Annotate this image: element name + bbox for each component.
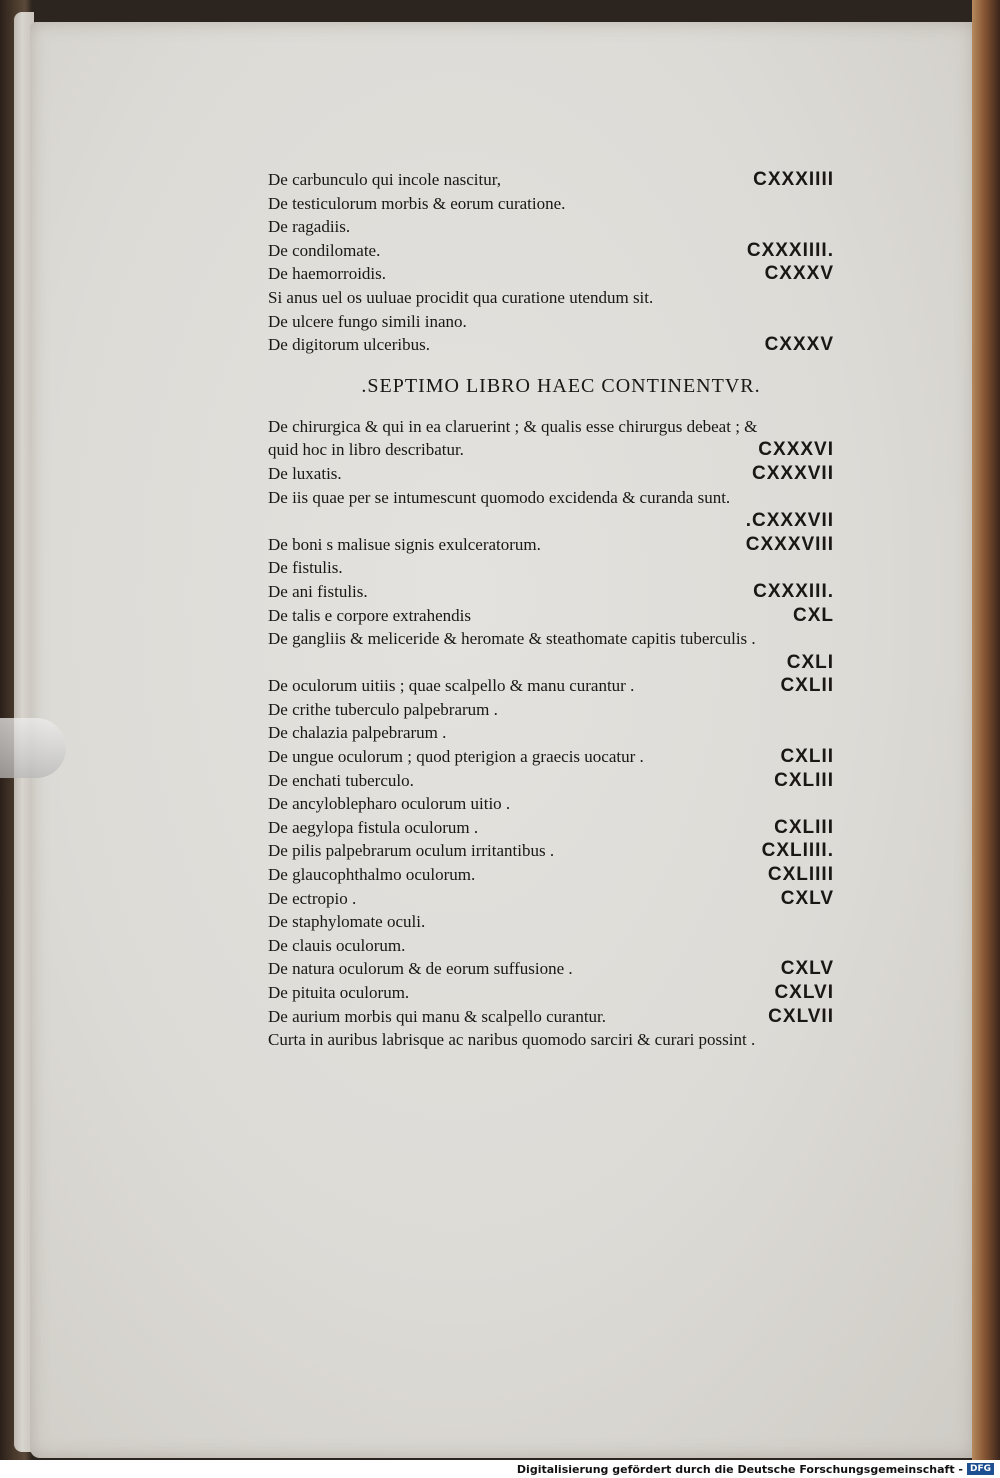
toc-entry-label: De digitorum ulceribus. (268, 335, 430, 355)
toc-entry-label: De enchati tuberculo. (268, 770, 414, 790)
toc-entry (268, 462, 834, 486)
toc-part-1 (268, 168, 834, 357)
toc-entry-label: quid hoc in libro describatur. (268, 440, 464, 460)
toc-entry (268, 745, 834, 769)
toc-entry-number: CXXXVII (752, 462, 834, 484)
toc-entry-number: CXLV (780, 887, 834, 909)
toc-entry (268, 910, 834, 934)
toc-entry (268, 556, 834, 580)
toc-entry-label: De condilomate. (268, 240, 381, 260)
toc-entry (268, 310, 834, 334)
footer-text: Digitalisierung gefördert durch die Deutsche Forschungsgemeinschaft - (516, 1462, 963, 1476)
toc-entry-number: CXLII (780, 746, 834, 768)
toc-entry-label: De haemorroidis. (268, 264, 387, 284)
toc-entry-label: De chirurgica & qui in ea claruerint ; & qualis esse chirurgus debeat ; & (268, 416, 758, 436)
toc-entry-number: CXXXIII. (753, 580, 834, 602)
toc-entry (268, 486, 834, 510)
toc-entry-number: CXLIII (774, 816, 834, 838)
toc-entry-label: De pilis palpebrarum oculum irritantibus . (268, 841, 555, 861)
toc-entry-number: CXXXIIII (753, 169, 834, 190)
toc-entry (268, 215, 834, 239)
toc-entry (268, 533, 834, 557)
toc-entry-label: De aurium morbis qui manu & scalpello curantur. (268, 1006, 607, 1026)
toc-entry-label: De ulcere fungo simili inano. (268, 311, 467, 331)
toc-entry-label: De aegylopa fistula oculorum . (268, 817, 479, 837)
toc-entry-number: CXLV (780, 958, 834, 980)
toc-entry-number: CXL (793, 604, 834, 626)
toc-entry-label: De crithe tuberculo palpebrarum . (268, 699, 498, 719)
toc-entry (268, 839, 834, 863)
toc-entry (268, 981, 834, 1005)
toc-entry-label: De ungue oculorum ; quod pterigion a graecis uocatur . (268, 747, 644, 767)
toc-entry-label: De luxatis. (268, 463, 342, 483)
toc-entry-label: De pituita oculorum. (268, 983, 410, 1002)
toc-entry-label: De iis quae per se intumescunt quomodo excidenda & curanda sunt. (268, 487, 731, 507)
toc-entry-label: De ancyloblepharo oculorum uitio . (268, 794, 511, 814)
toc-entry-label: De ectropio . (268, 888, 357, 908)
toc-entry-label: De talis e corpore extrahendis (268, 605, 471, 625)
toc-entry (268, 816, 834, 840)
section-heading: .SEPTIMO LIBRO HAEC CONTINENTVR. (361, 374, 761, 397)
toc-entry-number: .CXXXVII (745, 510, 834, 532)
toc-entry-number: CXLIIII. (761, 840, 834, 862)
toc-entry-number: CXLII (780, 675, 834, 697)
toc-entry (268, 627, 834, 651)
toc-entry-label: De clauis oculorum. (268, 935, 406, 955)
toc-entry-label: De carbunculo qui incole nascitur, (268, 170, 501, 189)
toc-entry-label: De ragadiis. (268, 217, 351, 237)
toc-entry-label: De glaucophthalmo oculorum. (268, 865, 476, 885)
toc-entry (268, 438, 834, 462)
toc-entry (268, 604, 834, 628)
toc-entry-label: De gangliis & meliceride & heromate & steathomate capitis tuberculis . (268, 629, 756, 649)
toc-entry-number: CXXXVI (758, 439, 834, 461)
toc-entry-label: De ani fistulis. (268, 581, 368, 601)
toc-entry (268, 192, 834, 216)
toc-entry (268, 792, 834, 816)
toc-entry-number: CXLIII (774, 769, 834, 791)
toc-entry (268, 333, 834, 357)
toc-entry (268, 934, 834, 958)
toc-entry-number: CXLI (786, 651, 834, 673)
toc-entry-number: CXXXV (764, 334, 834, 356)
clip-holder (0, 718, 66, 778)
toc-entry-label: De testiculorum morbis & eorum curatione. (268, 193, 566, 213)
toc-entry (268, 887, 834, 911)
toc-entry-label: De fistulis. (268, 558, 343, 578)
toc-entry-label: Curta in auribus labrisque ac naribus quomodo sarciri & curari possint . (268, 1030, 756, 1050)
toc-entry-number: CXLVI (774, 982, 834, 1003)
toc-entry (268, 1005, 834, 1029)
toc-entry-label: De oculorum uitiis ; quae scalpello & manu curantur . (268, 676, 635, 696)
toc-entry (268, 1028, 834, 1052)
toc-entry-number: CXXXVIII (745, 533, 834, 555)
toc-entry-label: De staphylomate oculi. (268, 912, 426, 932)
toc-entry-label: De boni s malisue signis exulceratorum. (268, 534, 541, 554)
toc-entry (268, 286, 834, 310)
toc-entry (268, 239, 834, 263)
toc-entry-label: Si anus uel os uuluae procidit qua curatione utendum sit. (268, 287, 654, 307)
toc-entry (268, 674, 834, 698)
toc-entry-number: CXXXIIII. (746, 239, 834, 261)
toc-entry-label: De chalazia palpebrarum . (268, 723, 447, 743)
toc-entry-number: CXLIIII (767, 864, 834, 886)
toc-entry-label: De natura oculorum & de eorum suffusione . (268, 959, 573, 979)
toc-entry (268, 168, 834, 192)
toc-entry (268, 863, 834, 887)
toc-part-2 (268, 415, 834, 1052)
digitization-footer (0, 1460, 1000, 1478)
toc-entry (268, 721, 834, 745)
table-of-contents (268, 168, 834, 1052)
toc-entry (268, 262, 834, 286)
toc-entry-number: CXXXV (764, 263, 834, 285)
book-cover-edge (972, 0, 1000, 1478)
toc-entry (268, 957, 834, 981)
toc-entry (268, 509, 834, 533)
toc-entry (268, 651, 834, 675)
toc-entry (268, 415, 834, 439)
dfg-logo: DFG (967, 1463, 994, 1475)
toc-entry (268, 698, 834, 722)
toc-entry-number: CXLVII (768, 1005, 834, 1027)
toc-entry (268, 769, 834, 793)
toc-entry (268, 580, 834, 604)
